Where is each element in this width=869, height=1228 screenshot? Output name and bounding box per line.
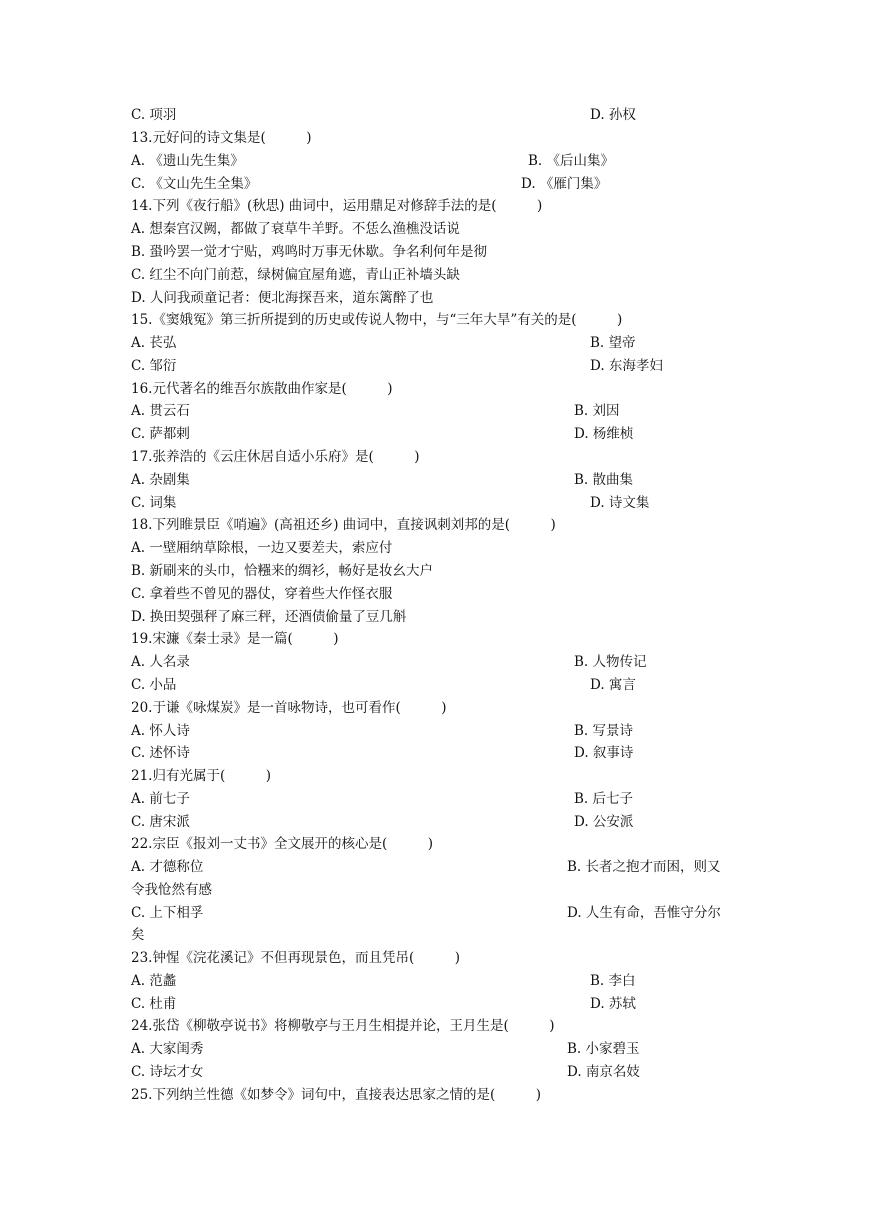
option-d-13: D. 《雁门集》 [521,176,608,192]
option-b-22: B. 长者之抱才而困，则又 [567,859,721,875]
option-d-19: D. 寓言 [590,677,636,693]
option-b-19: B. 人物传记 [574,654,647,670]
question-21: 21.归有光属于( ) [131,768,272,784]
option-c-15: C. 邹衍 [131,358,177,374]
option-a-21: A. 前七子 [131,791,190,807]
option-d-15: D. 东海孝妇 [590,358,663,374]
option-b-16: B. 刘因 [574,403,620,419]
option-b-22-cont: 令我怆然有感 [131,882,212,898]
question-22: 22.宗臣《报刘一丈书》全文展开的核心是( ) [131,836,434,852]
option-b-14: B. 蛩吟罢一觉才宁贴，鸡鸣时万事无休歇。争名利何年是彻 [131,244,488,260]
option-d-17: D. 诗文集 [590,495,650,511]
option-a-20: A. 怀人诗 [131,723,190,739]
option-c-16: C. 萨都剌 [131,426,190,442]
question-25: 25.下列纳兰性德《如梦令》词句中，直接表达思家之情的是( ) [131,1087,542,1103]
option-d-16: D. 杨维桢 [574,426,634,442]
option-b-18: B. 新刷来的头巾，恰糨来的绸衫，畅好是妆幺大户 [131,563,434,579]
option-a-17: A. 杂剧集 [131,472,190,488]
question-23: 23.钟惺《浣花溪记》不但再现景色，而且凭吊( ) [131,950,461,966]
question-19: 19.宋濂《秦士录》是一篇( ) [131,631,339,647]
question-16: 16.元代著名的维吾尔族散曲作家是( ) [131,381,393,397]
option-d-22: D. 人生有命，吾惟守分尔 [567,905,721,921]
question-20: 20.于谦《咏煤炭》是一首咏物诗，也可看作( ) [131,700,447,716]
option-d-20: D. 叙事诗 [574,745,634,761]
option-c-14: C. 红尘不向门前惹，绿树偏宜屋角遮，青山正补墙头缺 [131,267,460,283]
option-d-18: D. 换田契强秤了麻三秤，还酒债偷量了豆几斛 [131,609,407,625]
option-b-24: B. 小家碧玉 [567,1041,640,1057]
option-a-15: A. 苌弘 [131,335,177,351]
option-d-14: D. 人问我顽童记者：便北海探吾来，道东篱醉了也 [131,290,434,306]
option-b-13: B. 《后山集》 [528,153,615,169]
question-15: 15.《窦娥冤》第三折所提到的历史或传说人物中，与“三年大旱”有关的是( ) [131,312,623,328]
option-b-17: B. 散曲集 [574,472,634,488]
question-13: 13.元好问的诗文集是( ) [131,130,312,146]
option-c-23: C. 杜甫 [131,996,177,1012]
option-c-22: C. 上下相孚 [131,905,204,921]
option-a-23: A. 范蠡 [131,973,177,989]
question-14: 14.下列《夜行船》(秋思) 曲词中，运用鼎足对修辞手法的是( ) [131,198,543,214]
option-a-13: A. 《遗山先生集》 [131,153,244,169]
question-17: 17.张养浩的《云庄休居自适小乐府》是( ) [131,449,420,465]
option-a-16: A. 贯云石 [131,403,190,419]
option-b-20: B. 写景诗 [574,723,634,739]
option-c-21: C. 唐宋派 [131,814,190,830]
question-24: 24.张岱《柳敬亭说书》将柳敬亭与王月生相提并论，王月生是( ) [131,1018,555,1034]
option-c-24: C. 诗坛才女 [131,1064,204,1080]
option-c-13: C. 《文山先生全集》 [131,176,258,192]
option-d-21: D. 公安派 [574,814,634,830]
option-a-14: A. 想秦宫汉阙，都做了衰草牛羊野。不恁么渔樵没话说 [131,221,460,237]
option-d-24: D. 南京名妓 [567,1064,640,1080]
option-d-22-cont: 矣 [131,927,145,943]
option-c-12: C. 项羽 [131,107,177,123]
question-18: 18.下列睢景臣《哨遍》(高祖还乡) 曲词中，直接讽刺刘邦的是( ) [131,517,556,533]
option-b-21: B. 后七子 [574,791,634,807]
option-a-19: A. 人名录 [131,654,190,670]
option-c-19: C. 小品 [131,677,177,693]
option-c-20: C. 述怀诗 [131,745,190,761]
option-c-17: C. 词集 [131,495,177,511]
option-a-18: A. 一壁厢纳草除根，一边又要差夫，索应付 [131,540,393,556]
option-b-15: B. 望帝 [590,335,636,351]
option-a-24: A. 大家闺秀 [131,1041,204,1057]
option-b-23: B. 李白 [590,973,636,989]
option-c-18: C. 拿着些不曾见的器仗，穿着些大作怪衣服 [131,586,393,602]
option-d-23: D. 苏轼 [590,996,636,1012]
option-d-12: D. 孙权 [590,107,636,123]
option-a-22: A. 才德称位 [131,859,204,875]
